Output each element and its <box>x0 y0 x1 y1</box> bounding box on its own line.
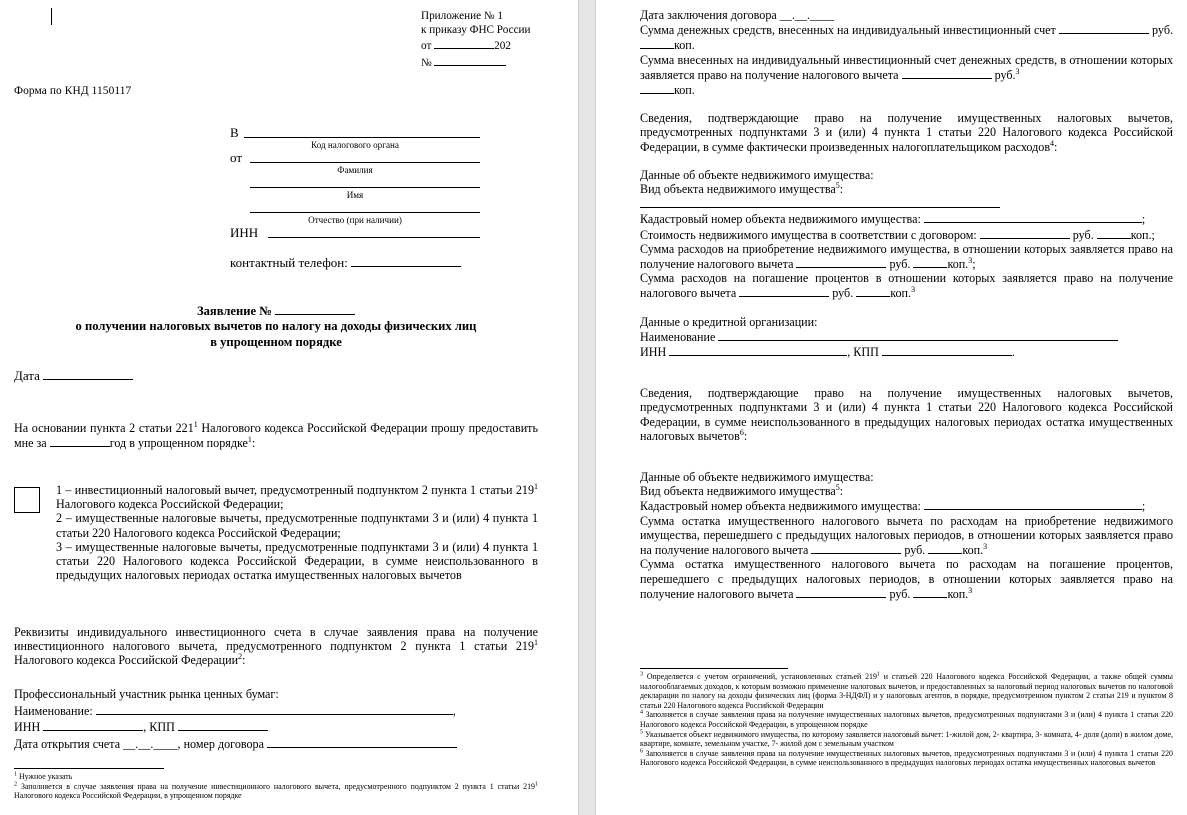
property-intro-1-a: Сведения, подтверждающие право на получение имущественных налоговых вычетов, предусмотренных подпунктами 3 и (или) 4 пункта 1 статьи 220 Налогового кодекса Российской Федерации, в сумме фактически произведенных налогоплательщиком расходов <box>640 111 1173 154</box>
option-1-text-a: 1 – инвестиционный налоговый вычет, предусмотренный подпунктом 2 пункта 1 статьи 219 <box>56 483 534 497</box>
requisites-sup-a: 1 <box>534 638 538 648</box>
property-heading-1: Данные об объекте недвижимого имущества: <box>640 167 874 182</box>
title-line-3: в упрощенном порядке <box>210 334 342 349</box>
tax-authority-input[interactable] <box>244 137 480 138</box>
basis-text-d: : <box>251 436 256 451</box>
requisites-text-b: Налогового кодекса Российской Федерации <box>14 653 239 668</box>
requisites-text-a: Реквизиты индивидуального инвестиционного счета в случае заявления права на получение инвестиционного налогового вычета, предусмотренного подпунктом 2 пункта 1 статьи 219 <box>14 625 538 654</box>
remainder-interest-rub-label: руб. <box>886 586 914 601</box>
left-footnotes <box>14 768 538 801</box>
footnote <box>14 782 538 801</box>
spacer <box>640 301 1173 315</box>
deposited-amount-row <box>640 22 1173 52</box>
interest-expenses-row <box>640 271 1173 300</box>
application-number-input[interactable] <box>275 303 355 315</box>
contract-date-input[interactable]: __.__.____ <box>779 8 835 22</box>
claimed-rub-label: руб. <box>991 67 1016 82</box>
inn-row <box>230 225 480 250</box>
footnote-marker: 1 <box>14 771 17 778</box>
firstname-input[interactable] <box>250 187 480 188</box>
appendix-line-1: Приложение № 1 <box>421 10 503 22</box>
right-footnote-list <box>640 672 1173 768</box>
tax-authority-row <box>230 125 480 150</box>
property-cost-row <box>640 227 1173 242</box>
footnote-marker: 4 <box>640 709 643 716</box>
deposited-kop-label: коп. <box>674 38 695 53</box>
surname-row <box>230 150 480 175</box>
footnote-marker: 6 <box>640 748 643 755</box>
property-type-colon-2: : <box>839 484 844 499</box>
interest-sup: 3 <box>911 285 916 295</box>
professional-inn-label: ИНН <box>14 720 41 735</box>
claimed-kop-label: коп. <box>674 83 695 98</box>
contract-number-input[interactable] <box>267 736 457 748</box>
footnote <box>640 710 1173 729</box>
title-line-1 <box>14 303 538 319</box>
basis-sup-a: 1 <box>193 419 198 429</box>
footnote-marker: 3 <box>640 671 643 678</box>
page-gutter <box>578 0 596 815</box>
firstname-row <box>230 175 480 200</box>
appendix-order-year: 202 <box>494 40 511 53</box>
purchase-rub-input[interactable] <box>796 256 886 268</box>
remainder-interest-kop-input[interactable] <box>913 586 947 598</box>
application-date-label: Дата <box>14 368 40 383</box>
interest-text-a: Сумма расходов на погашение процентов в отношении которых заявляется право на получение налогового вычета <box>640 271 1173 301</box>
patronymic-input[interactable] <box>250 212 480 213</box>
footnote-marker: 5 <box>640 728 643 735</box>
basis-text-a: На основании пункта 2 статьи 221 <box>14 421 194 435</box>
professional-inn-row <box>14 719 538 736</box>
claimed-text-a: Сумма внесенных на индивидуальный инвестиционный счет денежных средств, в отношении которых заявляется право на получение налогового вычета <box>640 52 1173 82</box>
credit-org-name-input[interactable] <box>718 329 1118 341</box>
application-number-label: Заявление № <box>196 304 272 318</box>
inn-label: ИНН <box>230 225 259 240</box>
interest-rub-label: руб. <box>829 286 857 301</box>
requisites-text <box>14 625 538 668</box>
claimed-kop-input[interactable] <box>640 82 674 94</box>
footnote-divider <box>14 768 164 769</box>
surname-input[interactable] <box>250 162 480 163</box>
basis-sup-c: 1 <box>247 435 252 445</box>
property-cost-rub-label: руб. <box>1069 227 1097 242</box>
phone-label: контактный телефон: <box>230 255 348 270</box>
footnote-marker: 2 <box>14 780 17 787</box>
basis-text-c: год в упрощенном порядке <box>109 436 248 451</box>
property-intro-2-b: : <box>743 428 748 443</box>
claimed-sup: 3 <box>1015 66 1020 76</box>
remainder-sup: 3 <box>983 542 988 552</box>
footnote-text-b: и статьей 220 Налогового кодекса Российской Федерации, а также общей суммы налогооблагаемых доходов, к которым возможно применение налоговых вычетов, и предоставленных за налоговый период налоговых вычетов по налоговой декларации по налогу на доходы физических лиц (форма 3-НДФЛ) и у налоговых агентов, в порядке, предусмотренном пунктом 2 статьи 219 и пунктом 8 статьи 220 Налогового кодекса Российской Федерации <box>640 672 1173 710</box>
page-right <box>596 0 1187 815</box>
option-1-text-b: Налогового кодекса Российской Федерации; <box>56 497 284 512</box>
tax-authority-caption: Код налогового органа <box>311 140 399 150</box>
footnote <box>640 749 1173 768</box>
claimed-amount-row <box>640 53 1173 98</box>
purchase-kop-input[interactable] <box>913 256 947 268</box>
appendix-order-number-blank[interactable] <box>434 54 506 66</box>
professional-name-label: Наименование: <box>14 703 93 718</box>
property-cost-kop-label: коп.; <box>1130 227 1155 242</box>
credit-org-name-row <box>640 329 1173 344</box>
deposited-kop-input[interactable] <box>640 37 674 49</box>
purchase-rub-label: руб. <box>886 257 914 272</box>
interest-kop-input[interactable] <box>856 285 890 297</box>
professional-participant-block <box>14 687 538 752</box>
requisites-text-c: : <box>242 653 246 668</box>
form-code: Форма по КНД 1150117 <box>14 85 132 97</box>
spacer <box>640 359 1173 373</box>
deduction-checkbox[interactable] <box>14 487 40 513</box>
spacer <box>640 443 1173 457</box>
contract-date-label: Дата заключения договора <box>640 8 777 22</box>
appendix-order-number-label: № <box>421 56 432 69</box>
property-type-row-2 <box>640 484 1173 498</box>
remainder-text-a: Сумма остатка имущественного налогового вычета по расходам на приобретение недвижимого имущества, перешедшего с предыдущих налоговых периодов, в отношении которых заявляется право на получение налогового вычета <box>640 513 1173 558</box>
remainder-interest-sup: 3 <box>968 585 973 595</box>
requisites-paragraph <box>14 625 538 668</box>
account-open-row <box>14 736 538 753</box>
spacer <box>640 373 1173 386</box>
page-title <box>14 303 538 350</box>
remainder-rub-label: руб. <box>901 543 929 558</box>
footnote-divider <box>640 668 788 669</box>
cadastral-input-1[interactable] <box>924 211 1142 223</box>
footnote-text-a: Указывается объект недвижимого имущества, по которому заявляется налоговый вычет: 1-жилой дом, 2- квартира, 3- комната, 4- доля (доли) в жилом доме, квартире, комнате, земельном участке, 7- жилой дом с земельным участком <box>640 729 1173 749</box>
footnote-sup: 1 <box>535 780 538 787</box>
remainder-kop-label: коп. <box>962 543 984 558</box>
purchase-expenses-row <box>640 242 1173 271</box>
basis-text-b: Налогового кодекса Российской Федерации прошу предоставить мне за <box>14 421 538 451</box>
phone-input[interactable] <box>351 255 461 267</box>
appendix-line-2: к приказу ФНС России <box>421 23 531 36</box>
spacer <box>640 154 1173 168</box>
cadastral-label-2: Кадастровый номер объекта недвижимого имущества: <box>640 499 921 514</box>
property-type-row-1 <box>640 182 1173 211</box>
remainder-kop-input[interactable] <box>928 542 962 554</box>
addressee-block <box>230 125 480 250</box>
remainder-interest-rub-input[interactable] <box>796 586 886 598</box>
interest-rub-input[interactable] <box>739 285 829 297</box>
contract-date-row <box>640 8 1173 22</box>
property-type-label-2: Вид объекта недвижимого имущества <box>640 484 836 499</box>
professional-name-input[interactable] <box>96 703 453 715</box>
property-type-input-1[interactable] <box>640 196 1000 208</box>
property-type-sup-1: 5 <box>835 181 840 190</box>
credit-org-heading: Данные о кредитной организации: <box>640 314 818 329</box>
account-open-date-input[interactable]: __.__.____ <box>123 736 178 751</box>
text-cursor <box>51 8 52 25</box>
purchase-text-a: Сумма расходов на приобретение недвижимого имущества, в отношении которых заявляется право на получение налогового вычета <box>640 241 1173 272</box>
cadastral-row-2 <box>640 498 1173 513</box>
inn-input[interactable] <box>268 237 480 238</box>
contract-number-label: , номер договора <box>177 736 264 751</box>
basis-paragraph <box>14 421 538 450</box>
remainder-interest-text-a: Сумма остатка имущественного налогового вычета по расходам на погашение процентов, перешедшего с предыдущих налоговых периодов, в отношении которых заявляется право на получение налогового вычета <box>640 557 1173 601</box>
claimed-rub-input[interactable] <box>902 67 992 79</box>
property-intro-2-a: Сведения, подтверждающие право на получение имущественных налоговых вычетов, предусмотренных подпунктами 3 и (или) 4 пункта 1 статьи 220 Налогового кодекса Российской Федерации, в сумме неиспользованного в предыдущих налоговых периодах остатка имущественных налоговых вычетов <box>640 386 1173 443</box>
property-heading-2: Данные об объекте недвижимого имущества: <box>640 470 874 485</box>
application-date-input[interactable] <box>43 368 133 380</box>
footnote <box>14 772 538 782</box>
professional-name-suffix: , <box>452 703 456 718</box>
appendix-order-number <box>421 54 571 71</box>
property-intro-2-sup: 6 <box>739 427 744 437</box>
purchase-sup: 3 <box>968 256 973 266</box>
option-2-text-a: 2 – имущественные налоговые вычеты, предусмотренные подпунктами 3 и (или) 4 пункта 1 статьи 220 Налогового кодекса Российской Федерации; <box>56 511 538 540</box>
professional-kpp-input[interactable] <box>178 719 268 731</box>
property-type-colon-1: : <box>839 182 844 197</box>
credit-org-inn-row <box>640 344 1173 359</box>
credit-org-inn-input[interactable] <box>669 344 847 356</box>
phone-row <box>230 255 461 271</box>
title-line-2: о получении налоговых вычетов по налогу на доходы физических лиц <box>75 319 477 334</box>
firstname-caption: Имя <box>346 190 364 200</box>
option-1-sup: 1 <box>534 481 538 491</box>
appendix-header <box>421 10 571 70</box>
cadastral-input-2[interactable] <box>924 498 1142 510</box>
credit-org-kpp-input[interactable] <box>882 344 1012 356</box>
property-type-label-1: Вид объекта недвижимого имущества <box>640 182 836 197</box>
property-intro-1 <box>640 111 1173 154</box>
basis-text <box>14 421 538 450</box>
cadastral-row-1 <box>640 211 1173 226</box>
credit-org-inn-label: ИНН <box>640 345 667 360</box>
remainder-rub-input[interactable] <box>811 542 901 554</box>
list-item <box>56 540 538 583</box>
patronymic-row <box>230 200 480 225</box>
deposited-text-a: Сумма денежных средств, внесенных на индивидуальный инвестиционный счет <box>640 23 1059 38</box>
option-3-text-a: 3 – имущественные налоговые вычеты, предусмотренные подпунктами 3 и (или) 4 пункта 1 статьи 220 Налогового кодекса Российской Федерации, в сумме неиспользованного в предыдущих налоговых периодах остатка имущественных налоговых вычетов <box>56 539 538 583</box>
account-open-label: Дата открытия счета <box>14 736 121 751</box>
professional-name-row <box>14 703 538 720</box>
property-intro-2 <box>640 386 1173 443</box>
credit-org-kpp-label: , КПП <box>847 345 879 360</box>
footnote-text-a: Определяется с учетом ограничений, установленных статьей 219 <box>646 672 877 681</box>
purchase-kop-label: коп. <box>947 257 969 272</box>
cadastral-end-1: ; <box>1141 212 1146 227</box>
patronymic-caption: Отчество (при наличии) <box>308 215 402 225</box>
footnote-text-b: Налогового кодекса Российской Федерации, в упрощенном порядке <box>14 791 242 801</box>
list-item <box>56 511 538 539</box>
property-intro-1-sup: 4 <box>1050 138 1055 148</box>
footnote <box>640 672 1173 710</box>
footnote-text: Нужное указать <box>18 772 73 781</box>
footnote-text-a: Заполняется в случае заявления права на получение инвестиционного налогового вычета, предусмотренного подпунктом 2 пункта 1 статьи 219 <box>20 781 535 791</box>
requisites-sup-b: 2 <box>238 652 243 662</box>
property-intro-1-b: : <box>1054 139 1058 154</box>
professional-heading: Профессиональный участник рынка ценных бумаг: <box>14 687 279 701</box>
deposited-rub-input[interactable] <box>1059 22 1149 34</box>
deposited-rub-label: руб. <box>1148 23 1173 38</box>
spacer <box>640 457 1173 470</box>
appendix-order-date-label: от <box>421 40 432 53</box>
surname-caption: Фамилия <box>337 165 373 175</box>
interest-kop-label: коп. <box>890 286 912 301</box>
footnote-text-a: Заполняется в случае заявления права на получение имущественных налоговых вычетов, предусмотренных подпунктами 3 и (или) 4 пункта 1 статьи 220 Налогового кодекса Российской Федерации, в упрощенном порядке <box>640 710 1173 729</box>
appendix-order-date <box>421 37 571 54</box>
professional-inn-input[interactable] <box>43 719 143 731</box>
remainder-interest-row <box>640 557 1173 601</box>
list-item <box>56 483 538 511</box>
page-left <box>0 0 578 815</box>
cadastral-label-1: Кадастровый номер объекта недвижимого имущества: <box>640 212 921 227</box>
from-label: от <box>230 150 243 165</box>
property-type-sup-2: 5 <box>835 483 840 493</box>
appendix-order-date-blank[interactable] <box>434 37 494 49</box>
right-footnotes <box>640 668 1173 768</box>
footnote-text-a: Заполняется в случае заявления права на получение имущественных налоговых вычетов, предусмотренных подпунктами 3 и (или) 4 пункта 1 статьи 220 Налогового кодекса Российской Федерации, в сумме неиспользованного в предыдущих налоговых периодах остатка имущественных налоговых вычетов <box>640 748 1173 768</box>
property-cost-label: Стоимость недвижимого имущества в соответствии с договором: <box>640 227 977 242</box>
property-cost-kop-input[interactable] <box>1097 227 1131 239</box>
deduction-options-text <box>56 483 538 582</box>
remainder-interest-kop-label: коп. <box>947 586 969 601</box>
basis-year-input[interactable] <box>50 435 110 447</box>
property-cost-rub-input[interactable] <box>980 227 1070 239</box>
cadastral-end-2: ; <box>1141 499 1146 514</box>
spacer <box>640 97 1173 111</box>
professional-kpp-label: , КПП <box>143 720 175 735</box>
footnote <box>640 730 1173 749</box>
application-date-row <box>14 368 133 384</box>
remainder-purchase-row <box>640 514 1173 558</box>
credit-org-end: . <box>1011 345 1015 360</box>
footnote-sup: 1 <box>876 671 880 678</box>
credit-org-name-label: Наименование <box>640 329 716 344</box>
deduction-options <box>14 483 538 582</box>
left-footnote-list <box>14 772 538 801</box>
tax-authority-label: В <box>230 125 239 140</box>
purchase-end: ; <box>972 257 976 272</box>
